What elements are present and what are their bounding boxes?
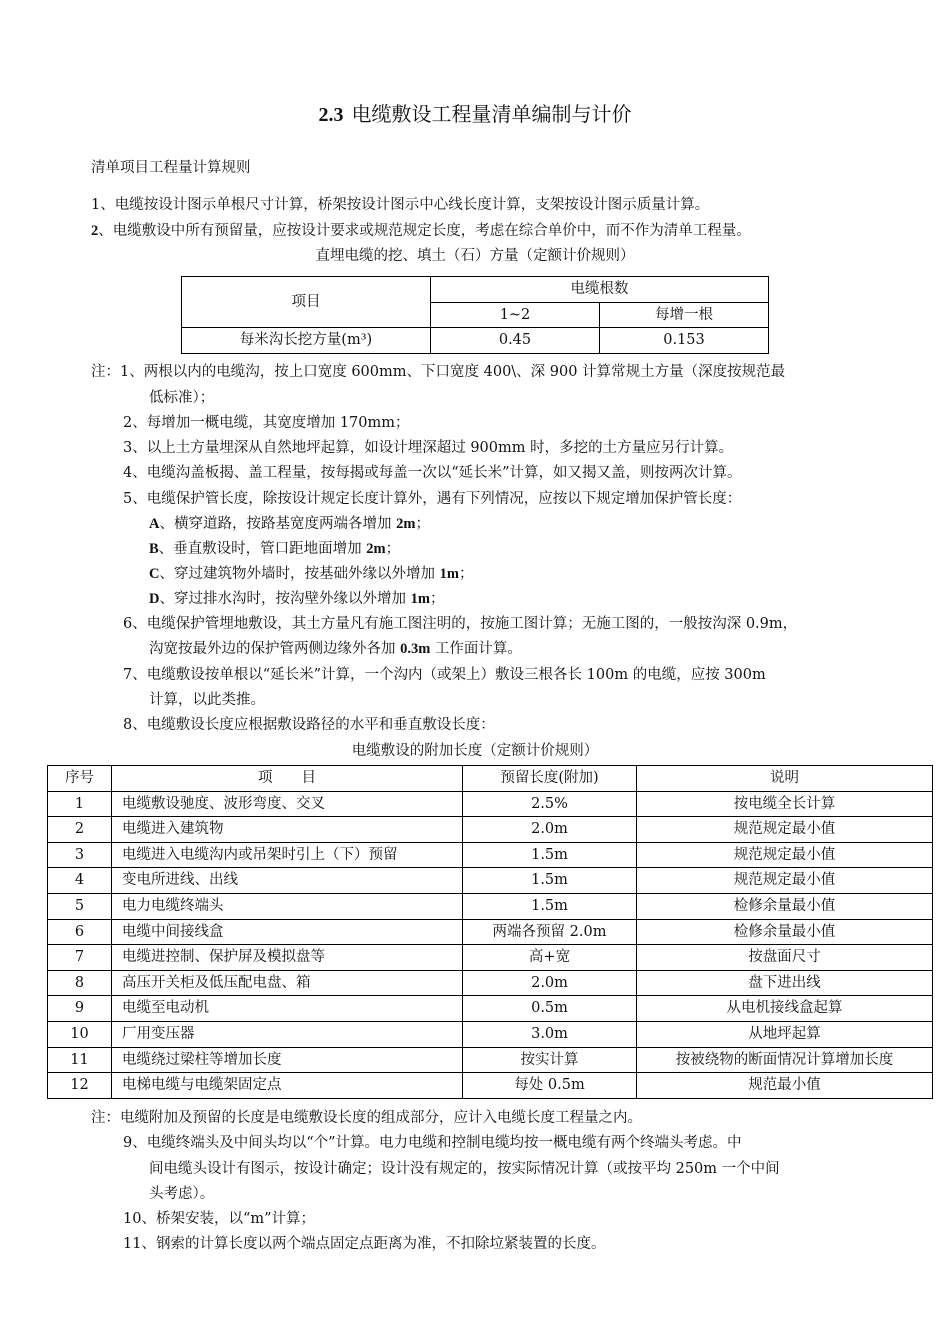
- table2-header-item: 项 目: [112, 766, 463, 792]
- row-note: 按电缆全长计算: [637, 791, 933, 817]
- row-item: 厂用变压器: [112, 1021, 463, 1047]
- note-5c: [149, 562, 473, 583]
- row-item: 电缆中间接线盒: [112, 919, 463, 945]
- row-note: 按被绕物的断面情况计算增加长度: [637, 1047, 933, 1073]
- table-row: [48, 1073, 933, 1099]
- row-note: 规范规定最小值: [637, 842, 933, 868]
- table1-row-label: 每米沟长挖方量(m³): [182, 328, 431, 354]
- title-text: 电缆敷设工程量清单编制与计价: [351, 102, 632, 126]
- table1-header-item: 项目: [182, 277, 431, 328]
- row-no: 12: [48, 1073, 112, 1099]
- row-no: 10: [48, 1021, 112, 1047]
- row-no: 6: [48, 919, 112, 945]
- row-item: 电缆敷设驰度、波形弯度、交叉: [112, 791, 463, 817]
- note-5d-text: 、穿过排水沟时，按沟壁外缘以外增加: [159, 591, 411, 607]
- row-no: 5: [48, 893, 112, 919]
- row-note: 盘下进出线: [637, 970, 933, 996]
- row-no: 4: [48, 868, 112, 894]
- note-8: 8、电缆敷设长度应根据敷设路径的水平和垂直敷设长度：: [123, 717, 495, 733]
- table2-header-row: [48, 766, 933, 792]
- row-note: 从地坪起算: [637, 1021, 933, 1047]
- table1-value-2: 0.153: [600, 328, 769, 354]
- note-2: 2、每增加一概电缆，其宽度增加 170mm；: [123, 415, 410, 431]
- row-no: 11: [48, 1047, 112, 1073]
- rule-1: 1、电缆按设计图示单根尺寸计算，桥架按设计图示中心线长度计算，支架按设计图示质量计算。: [91, 197, 710, 213]
- note-5a-letter: A: [149, 516, 160, 532]
- row-item: 电缆进入电缆沟内或吊架时引上（下）预留: [112, 842, 463, 868]
- note-5d: [149, 587, 444, 608]
- note-9b: 间电缆头设计有图示，按设计确定；设计没有规定的，按实际情况计算（或按平均 250m 一个中间: [149, 1161, 780, 1177]
- note-5c-letter: C: [149, 566, 160, 582]
- row-length: 0.5m: [463, 996, 637, 1022]
- row-item: 电缆绕过梁柱等增加长度: [112, 1047, 463, 1073]
- note-5b-letter: B: [149, 541, 159, 557]
- trench-volume-table: [181, 276, 769, 354]
- note-9c: 头考虑）。: [149, 1186, 215, 1202]
- row-note: 检修余量最小值: [637, 893, 933, 919]
- note-5a-end: ；: [415, 516, 430, 532]
- rule-2-text: 、电缆敷设中所有预留量，应按设计要求或规范规定长度，考虑在综合单价中，而不作为清单工程量。: [98, 223, 751, 239]
- table-row: [48, 791, 933, 817]
- row-note: 检修余量最小值: [637, 919, 933, 945]
- row-item: 电梯电缆与电缆架固定点: [112, 1073, 463, 1099]
- table-row: [48, 868, 933, 894]
- subtitle: 清单项目工程量计算规则: [91, 160, 251, 176]
- table2-note: 注：电缆附加及预留的长度是电缆敷设长度的组成部分，应计入电缆长度工程量之内。: [91, 1110, 642, 1126]
- note-6b: [149, 637, 522, 658]
- note-10: 10、桥架安装，以“m”计算；: [123, 1211, 316, 1227]
- note-5b-text: 、垂直敷设时，管口距地面增加: [158, 541, 367, 557]
- table1-caption: 直埋电缆的挖、填土（石）方量（定额计价规则）: [315, 248, 635, 264]
- row-note: 按盘面尺寸: [637, 945, 933, 971]
- row-item: 电缆进控制、保护屏及模拟盘等: [112, 945, 463, 971]
- note-5: 5、电缆保护管长度，除按设计规定长度计算外，遇有下列情况，应按以下规定增加保护管长度：: [123, 491, 742, 507]
- table1-header-c1: 1~2: [431, 302, 600, 328]
- row-note: 从电机接线盒起算: [637, 996, 933, 1022]
- row-length: 1.5m: [463, 842, 637, 868]
- row-no: 7: [48, 945, 112, 971]
- additional-length-table: [47, 765, 933, 1099]
- note-9a: 9、电缆终端头及中间头均以“个”计算。电力电缆和控制电缆均按一概电缆有两个终端头考虑。中: [123, 1135, 742, 1151]
- table1-header-count: 电缆根数: [431, 277, 769, 303]
- row-no: 9: [48, 996, 112, 1022]
- table-row: [48, 1021, 933, 1047]
- note-5a-value: 2m: [396, 516, 416, 532]
- table2-header-no: 序号: [48, 766, 112, 792]
- row-length: 每处 0.5m: [463, 1073, 637, 1099]
- table-row: [48, 919, 933, 945]
- table-row: [48, 842, 933, 868]
- row-length: 1.5m: [463, 893, 637, 919]
- row-length: 3.0m: [463, 1021, 637, 1047]
- note-6b-post: 工作面计算。: [430, 641, 522, 657]
- table-row: [48, 893, 933, 919]
- row-length: 按实计算: [463, 1047, 637, 1073]
- page-title: [0, 98, 950, 127]
- row-length: 高+宽: [463, 945, 637, 971]
- row-no: 3: [48, 842, 112, 868]
- note-5d-end: ；: [429, 591, 445, 607]
- table2-header-length: 预留长度(附加): [463, 766, 637, 792]
- row-note: 规范规定最小值: [637, 868, 933, 894]
- note-11: 11、钢索的计算长度以两个端点固定点距离为准，不扣除垃紧装置的长度。: [123, 1236, 606, 1252]
- rule-2-number: 2: [91, 223, 99, 239]
- note-4: 4、电缆沟盖板揭、盖工程量，按每揭或每盖一次以“延长米”计算，如又揭又盖，则按两次计算。: [123, 465, 742, 481]
- note-6b-value: 0.3m: [400, 641, 431, 657]
- table-row: [48, 1047, 933, 1073]
- row-item: 电缆进入建筑物: [112, 817, 463, 843]
- table1-header-c2: 每增一根: [600, 302, 769, 328]
- row-no: 8: [48, 970, 112, 996]
- row-length: 2.5%: [463, 791, 637, 817]
- note-6a: 6、电缆保护管埋地敷设，其土方量凡有施工图注明的，按施工图计算；无施工图的，一般按沟深 0.9m，: [123, 616, 798, 632]
- row-no: 2: [48, 817, 112, 843]
- note-5a: [149, 512, 430, 533]
- note-5d-value: 1m: [410, 591, 430, 607]
- note-1b: 低标准）；: [149, 390, 215, 406]
- note-5d-letter: D: [149, 591, 160, 607]
- row-note: 规范最小值: [637, 1073, 933, 1099]
- note-6b-pre: 沟宽按最外边的保护管两侧边缘外各加: [149, 641, 401, 657]
- note-5c-value: 1m: [439, 566, 459, 582]
- row-length: 2.0m: [463, 817, 637, 843]
- table2-caption: 电缆敷设的附加长度（定额计价规则）: [351, 743, 599, 759]
- rule-2: [91, 219, 751, 240]
- note-5c-end: ；: [458, 566, 474, 582]
- table-row: [48, 996, 933, 1022]
- note-5a-text: 、横穿道路，按路基宽度两端各增加: [159, 516, 397, 532]
- row-length: 2.0m: [463, 970, 637, 996]
- note-7a: 7、电缆敷设按单根以“延长米”计算，一个沟内（或架上）敷设三根各长 100m 的电缆，应按 300m: [123, 667, 766, 683]
- row-item: 变电所进线、出线: [112, 868, 463, 894]
- note-5b-end: ；: [385, 541, 401, 557]
- row-length: 两端各预留 2.0m: [463, 919, 637, 945]
- row-item: 电缆至电动机: [112, 996, 463, 1022]
- section-number: 2.3: [318, 104, 344, 126]
- note-3: 3、以上土方量埋深从自然地坪起算，如设计埋深超过 900mm 时，多挖的土方量应另行计算。: [123, 440, 734, 456]
- table2-header-note: 说明: [637, 766, 933, 792]
- table-row: [48, 970, 933, 996]
- table1-value-1: 0.45: [431, 328, 600, 354]
- row-no: 1: [48, 791, 112, 817]
- row-note: 规范规定最小值: [637, 817, 933, 843]
- note-5b: [149, 537, 400, 558]
- table-row: [48, 817, 933, 843]
- table-row: [48, 945, 933, 971]
- row-length: 1.5m: [463, 868, 637, 894]
- row-item: 高压开关柜及低压配电盘、箱: [112, 970, 463, 996]
- note-5c-text: 、穿过建筑物外墙时，按基础外缘以外增加: [159, 566, 440, 582]
- note-5b-value: 2m: [366, 541, 386, 557]
- note-1a: 注：1、两根以内的电缆沟，按上口宽度 600mm、下口宽度 400\、深 900 计算常规土方量（深度按规范最: [91, 364, 786, 380]
- note-7b: 计算，以此类推。: [149, 692, 265, 708]
- row-item: 电力电缆终端头: [112, 893, 463, 919]
